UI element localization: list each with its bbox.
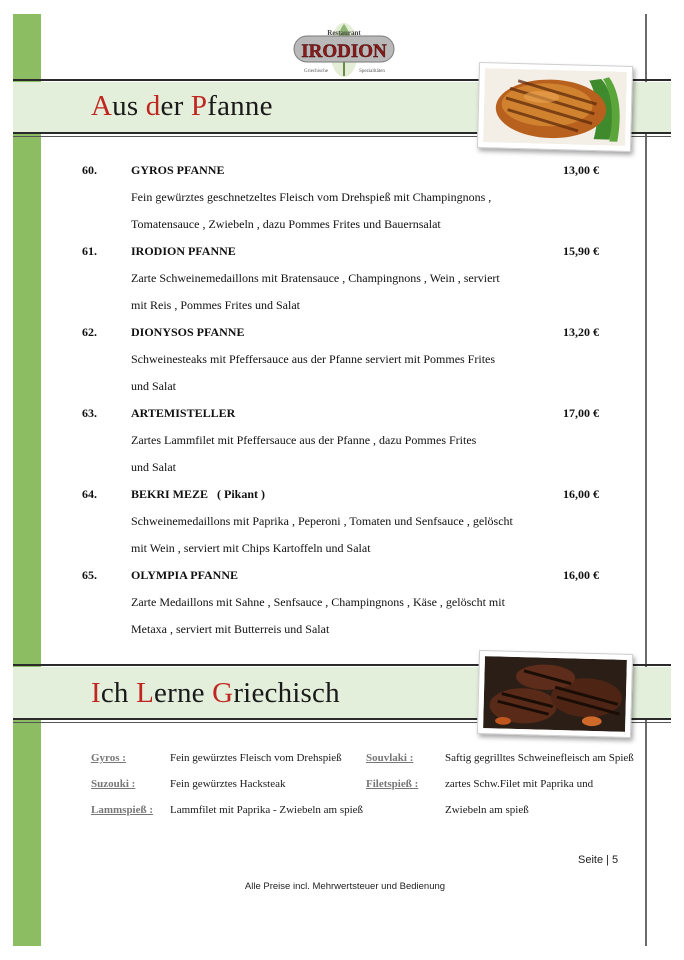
item-description-line: Schweinesteaks mit Pfeffersauce aus der Pfanne serviert mit Pommes Frites — [131, 352, 496, 366]
item-description-line: Zartes Lammfilet mit Pfeffersauce aus der Pfanne , dazu Pommes Frites — [131, 433, 477, 447]
item-description-line: und Salat — [131, 379, 176, 393]
item-number: 62. — [82, 325, 97, 339]
menu-item — [82, 160, 622, 241]
logo-name: IRODION — [301, 41, 387, 62]
item-name: IRODION PFANNE — [131, 244, 236, 258]
menu-list — [82, 160, 622, 646]
item-name: BEKRI MEZE ( Pikant ) — [131, 487, 266, 501]
section-title-griechisch: Ich Lerne Griechisch — [91, 677, 340, 709]
item-description-line: Fein gewürztes geschnetzeltes Fleisch vom Drehspieß mit Champingnons , — [131, 190, 492, 204]
item-number: 63. — [82, 406, 97, 420]
glossary-term: Suzouki : — [91, 778, 136, 790]
item-price: 15,90 € — [563, 244, 599, 258]
item-price: 13,00 € — [563, 163, 599, 177]
menu-item — [82, 403, 622, 484]
chicken-photo — [477, 62, 633, 152]
glossary-description: Lammfilet mit Paprika - Zwiebeln am spieß — [170, 804, 364, 816]
item-description-line: Zarte Medaillons mit Sahne , Senfsauce , Champingnons , Käse , gelöscht mit — [131, 595, 505, 609]
glossary-description: Zwiebeln am spieß — [445, 804, 529, 816]
item-price: 13,20 € — [563, 325, 599, 339]
glossary — [91, 752, 651, 830]
item-description-line: Metaxa , serviert mit Butterreis und Salat — [131, 622, 330, 636]
item-number: 60. — [82, 163, 97, 177]
glossary-term: Gyros : — [91, 752, 126, 764]
item-description-line: mit Wein , serviert mit Chips Kartoffeln und Salat — [131, 541, 371, 555]
logo-sub-right: Spezialitäten — [359, 69, 385, 74]
section-title-pfanne: Aus der Pfanne — [91, 90, 273, 122]
menu-item — [82, 322, 622, 403]
glossary-row — [91, 752, 651, 778]
item-number: 61. — [82, 244, 97, 258]
page-number: Seite | 5 — [578, 854, 619, 866]
glossary-description: Fein gewürztes Hacksteak — [170, 778, 286, 790]
item-price: 16,00 € — [563, 487, 599, 501]
glossary-term: Souvlaki : — [366, 752, 414, 764]
logo-sub-left: Griechische — [304, 69, 328, 74]
item-name: GYROS PFANNE — [131, 163, 225, 177]
item-number: 64. — [82, 487, 97, 501]
glossary-row — [91, 804, 651, 830]
glossary-description: Fein gewürztes Fleisch vom Drehspieß — [170, 752, 342, 764]
item-description-line: mit Reis , Pommes Frites und Salat — [131, 298, 301, 312]
menu-item — [82, 484, 622, 565]
glossary-description: zartes Schw.Filet mit Paprika und — [445, 778, 594, 790]
item-price: 17,00 € — [563, 406, 599, 420]
menu-item — [82, 565, 622, 646]
footer-note: Alle Preise incl. Mehrwertsteuer und Bedienung — [244, 881, 446, 892]
item-name: DIONYSOS PFANNE — [131, 325, 245, 339]
glossary-description: Saftig gegrilltes Schweinefleisch am Spieß — [445, 752, 634, 764]
item-description-line: und Salat — [131, 460, 176, 474]
item-name: OLYMPIA PFANNE — [131, 568, 239, 582]
restaurant-logo — [286, 20, 402, 78]
item-name: ARTEMISTELLER — [131, 406, 236, 420]
glossary-row — [91, 778, 651, 804]
glossary-term: Filetspieß : — [366, 778, 419, 790]
menu-item — [82, 241, 622, 322]
item-number: 65. — [82, 568, 97, 582]
item-description-line: Schweinemedaillons mit Paprika , Peperoni , Tomaten und Senfsauce , gelöscht — [131, 514, 513, 528]
glossary-term: Lammspieß : — [91, 804, 154, 816]
item-description-line: Tomatensauce , Zwiebeln , dazu Pommes Frites und Bauernsalat — [131, 217, 441, 231]
logo-top-text: Restaurant — [327, 29, 361, 37]
left-decorative-stripe — [13, 14, 41, 946]
item-description-line: Zarte Schweinemedaillons mit Bratensauce , Champingnons , Wein , serviert — [131, 271, 500, 285]
item-price: 16,00 € — [563, 568, 599, 582]
steak-photo — [477, 650, 633, 738]
